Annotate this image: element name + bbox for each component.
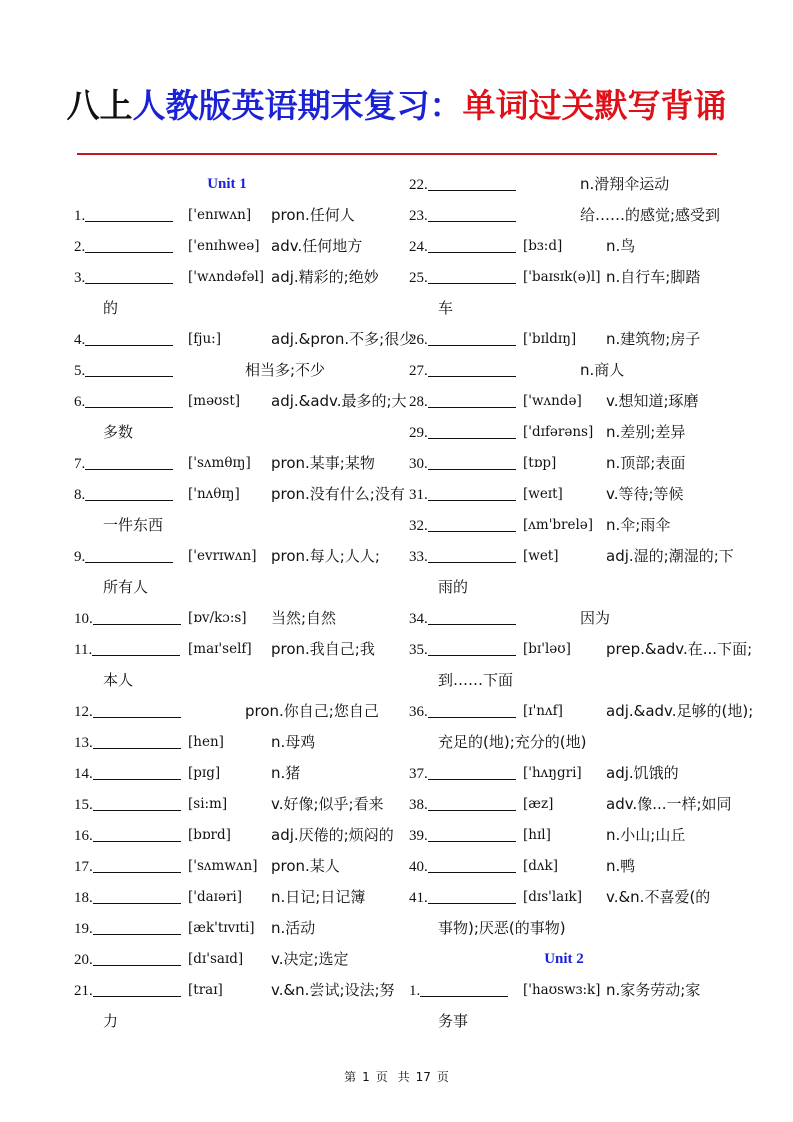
entry-meaning-continuation: 本人 — [103, 671, 134, 689]
word-entry — [74, 355, 380, 386]
word-entry — [74, 200, 380, 231]
entry-number: 34. — [409, 611, 428, 627]
entry-meaning-continuation: 一件东西 — [103, 516, 164, 534]
entry-phonetic: [maɪ'self] — [188, 641, 252, 657]
answer-blank[interactable] — [85, 269, 173, 284]
entry-meaning: v.&n.尝试;设法;努 — [271, 981, 395, 999]
entry-meaning: v.想知道;琢磨 — [606, 392, 699, 410]
entry-number: 24. — [409, 239, 428, 255]
entry-phonetic: [dʌk] — [523, 858, 558, 874]
entry-meaning: prep.&adv.在...下面; — [606, 640, 753, 658]
entry-number: 39. — [409, 828, 428, 844]
entry-phonetic: [məʊst] — [188, 393, 241, 409]
entry-meaning: v.好像;似乎;看来 — [271, 795, 384, 813]
entry-meaning-continuation: 事物);厌恶(的事物) — [438, 919, 566, 937]
entry-meaning-continuation: 雨的 — [438, 578, 469, 596]
entry-number: 1. — [409, 983, 421, 999]
entry-phonetic: [fju:] — [188, 331, 221, 347]
word-entry — [409, 324, 719, 355]
entry-meaning: n.滑翔伞运动 — [580, 175, 670, 193]
answer-blank[interactable] — [93, 765, 181, 780]
entry-meaning: n.顶部;表面 — [606, 454, 686, 472]
answer-blank[interactable] — [428, 827, 516, 842]
unit-heading: Unit 2 — [544, 951, 584, 967]
entry-meaning: v.&n.不喜爱(的 — [606, 888, 711, 906]
answer-blank[interactable] — [93, 951, 181, 966]
entry-number: 22. — [409, 177, 428, 193]
word-entry — [74, 758, 380, 789]
footer-total-label: 共 — [397, 1070, 410, 1084]
entry-meaning: adv.像...一样;如同 — [606, 795, 732, 813]
entry-phonetic: ['baɪsɪk(ə)l] — [523, 269, 601, 285]
entry-phonetic: ['enɪwʌn] — [188, 207, 252, 223]
answer-blank[interactable] — [428, 486, 516, 501]
title-part-topic: 单词过关默写背诵 — [462, 86, 727, 125]
answer-blank[interactable] — [93, 827, 181, 842]
entry-meaning-continuation: 的 — [103, 299, 119, 317]
entry-meaning: adj.厌倦的;烦闷的 — [271, 826, 394, 844]
entry-meaning-continuation: 车 — [438, 299, 454, 317]
word-entry — [409, 262, 719, 293]
entry-number: 25. — [409, 270, 428, 286]
entry-number: 2. — [74, 239, 86, 255]
word-entry — [409, 386, 719, 417]
entry-meaning: n.鸟 — [606, 237, 636, 255]
word-entry — [74, 603, 380, 634]
entry-phonetic: ['hʌŋgri] — [523, 765, 582, 781]
entry-phonetic: [ɪ'nʌf] — [523, 703, 563, 719]
word-entry — [409, 169, 719, 200]
entry-meaning-continuation: 多数 — [103, 423, 134, 441]
answer-blank[interactable] — [85, 207, 173, 222]
entry-meaning: n.家务劳动;家 — [606, 981, 701, 999]
answer-blank[interactable] — [428, 393, 516, 408]
answer-blank[interactable] — [93, 920, 181, 935]
entry-number: 12. — [74, 704, 93, 720]
word-entry — [74, 727, 380, 758]
entry-phonetic: ['dɪfərəns] — [523, 424, 594, 440]
entry-number: 6. — [74, 394, 86, 410]
entry-phonetic: ['bɪldɪŋ] — [523, 331, 577, 347]
entry-phonetic: [ɒv/kɔ:s] — [188, 610, 247, 626]
entry-number: 26. — [409, 332, 428, 348]
entry-meaning: 因为 — [580, 609, 611, 627]
answer-blank[interactable] — [420, 982, 508, 997]
answer-blank[interactable] — [85, 393, 173, 408]
entry-number: 10. — [74, 611, 93, 627]
answer-blank[interactable] — [428, 610, 516, 625]
answer-blank[interactable] — [85, 331, 173, 346]
entry-number: 13. — [74, 735, 93, 751]
entry-phonetic: [wet] — [523, 548, 559, 564]
entry-phonetic: [dɪs'laɪk] — [523, 889, 582, 905]
entry-number: 1. — [74, 208, 86, 224]
entry-number: 3. — [74, 270, 86, 286]
entry-number: 8. — [74, 487, 86, 503]
entry-meaning: pron.某人 — [271, 857, 340, 875]
entry-number: 27. — [409, 363, 428, 379]
entry-number: 7. — [74, 456, 86, 472]
word-entry — [409, 882, 719, 913]
footer-page-label: 第 — [344, 1070, 357, 1084]
entry-number: 21. — [74, 983, 93, 999]
entry-phonetic: ['evrɪwʌn] — [188, 548, 257, 564]
answer-blank[interactable] — [93, 858, 181, 873]
word-entry — [74, 882, 380, 913]
entry-meaning: n.活动 — [271, 919, 316, 937]
word-entry — [409, 820, 719, 851]
entry-phonetic: [weɪt] — [523, 486, 563, 502]
entry-meaning: adj.&pron.不多;很少 — [271, 330, 415, 348]
entry-phonetic: [traɪ] — [188, 982, 223, 998]
entry-number: 9. — [74, 549, 86, 565]
page-footer — [0, 1068, 793, 1085]
entry-meaning: n.自行车;脚踏 — [606, 268, 701, 286]
entry-meaning: pron.某事;某物 — [271, 454, 375, 472]
word-entry — [409, 448, 719, 479]
entry-number: 33. — [409, 549, 428, 565]
word-entry — [409, 231, 719, 262]
answer-blank[interactable] — [428, 362, 516, 377]
entry-phonetic: ['wʌndəfəl] — [188, 269, 265, 285]
word-entry — [74, 479, 405, 510]
word-entry — [409, 758, 719, 789]
entry-phonetic: ['nʌθɪŋ] — [188, 486, 240, 502]
entry-meaning: n.建筑物;房子 — [606, 330, 701, 348]
entry-number: 35. — [409, 642, 428, 658]
answer-blank[interactable] — [85, 455, 173, 470]
entry-phonetic: [hɪl] — [523, 827, 551, 843]
entry-meaning: adj.&adv.最多的;大 — [271, 392, 407, 410]
entry-meaning-continuation: 务事 — [438, 1012, 469, 1030]
entry-meaning: adj.&adv.足够的(地); — [606, 702, 754, 720]
entry-number: 38. — [409, 797, 428, 813]
entry-phonetic: [tɒp] — [523, 455, 557, 471]
answer-blank[interactable] — [428, 641, 516, 656]
footer-page-unit: 页 — [375, 1070, 388, 1084]
word-entry — [74, 324, 415, 355]
answer-blank[interactable] — [428, 207, 516, 222]
answer-blank[interactable] — [428, 548, 516, 563]
answer-blank[interactable] — [93, 796, 181, 811]
answer-blank[interactable] — [428, 455, 516, 470]
entry-phonetic: ['wʌndə] — [523, 393, 582, 409]
word-entry — [409, 417, 719, 448]
word-entry — [74, 975, 395, 1006]
answer-blank[interactable] — [428, 238, 516, 253]
answer-blank[interactable] — [428, 176, 516, 191]
answer-blank[interactable] — [85, 238, 173, 253]
entry-meaning: n.商人 — [580, 361, 625, 379]
title-divider — [77, 153, 717, 155]
answer-blank[interactable] — [428, 517, 516, 532]
unit-heading: Unit 1 — [207, 176, 247, 192]
word-entry — [409, 200, 719, 231]
entry-number: 32. — [409, 518, 428, 534]
entry-meaning: n.鸭 — [606, 857, 636, 875]
entry-meaning: v.决定;选定 — [271, 950, 349, 968]
entry-meaning: v.等待;等候 — [606, 485, 684, 503]
word-entry — [409, 479, 719, 510]
word-entry — [409, 355, 719, 386]
word-entry — [74, 231, 380, 262]
entry-meaning: 给……的感觉;感受到 — [580, 206, 721, 224]
word-entry — [74, 448, 380, 479]
entry-meaning: n.小山;山丘 — [606, 826, 686, 844]
entry-meaning: adj.精彩的;绝妙 — [271, 268, 379, 286]
entry-meaning: n.母鸡 — [271, 733, 316, 751]
entry-meaning: n.差别;差异 — [606, 423, 686, 441]
entry-phonetic: ['daɪəri] — [188, 889, 243, 905]
word-entry — [74, 789, 384, 820]
word-entry — [409, 851, 719, 882]
entry-meaning: n.猪 — [271, 764, 301, 782]
entry-number: 18. — [74, 890, 93, 906]
entry-number: 14. — [74, 766, 93, 782]
word-entry — [409, 634, 753, 665]
entry-meaning-continuation: 力 — [103, 1012, 119, 1030]
entry-phonetic: [pɪg] — [188, 765, 221, 781]
word-entry — [74, 944, 380, 975]
entry-phonetic: ['sʌmwʌn] — [188, 858, 258, 874]
entry-number: 31. — [409, 487, 428, 503]
answer-blank[interactable] — [428, 331, 516, 346]
answer-blank[interactable] — [85, 486, 173, 501]
word-entry — [409, 541, 734, 572]
entry-meaning: pron.任何人 — [271, 206, 355, 224]
page-title — [0, 84, 793, 128]
entry-number: 20. — [74, 952, 93, 968]
entry-number: 5. — [74, 363, 86, 379]
entry-number: 29. — [409, 425, 428, 441]
entry-phonetic: [æz] — [523, 796, 554, 812]
entry-number: 28. — [409, 394, 428, 410]
entry-number: 17. — [74, 859, 93, 875]
entry-number: 36. — [409, 704, 428, 720]
entry-phonetic: [si:m] — [188, 796, 228, 812]
word-entry — [74, 262, 380, 293]
word-entry — [74, 386, 407, 417]
answer-blank[interactable] — [428, 796, 516, 811]
footer-total-unit: 页 — [436, 1070, 449, 1084]
entry-meaning: n.日记;日记簿 — [271, 888, 366, 906]
entry-meaning: adv.任何地方 — [271, 237, 363, 255]
right-column — [409, 169, 754, 1037]
footer-total-number: 17 — [415, 1070, 431, 1084]
word-entry — [409, 789, 732, 820]
answer-blank[interactable] — [428, 858, 516, 873]
entry-number: 19. — [74, 921, 93, 937]
left-column — [74, 169, 415, 1037]
entry-phonetic: [hen] — [188, 734, 224, 750]
word-entry — [74, 913, 380, 944]
entry-phonetic: [bɪ'ləʊ] — [523, 641, 571, 657]
word-entry — [74, 541, 380, 572]
word-entry — [409, 696, 754, 727]
word-entry — [409, 510, 719, 541]
answer-blank[interactable] — [428, 269, 516, 284]
entry-number: 40. — [409, 859, 428, 875]
entry-meaning: pron.每人;人人; — [271, 547, 380, 565]
entry-phonetic: [æk'tɪvɪti] — [188, 920, 255, 936]
word-entry — [74, 820, 394, 851]
answer-blank[interactable] — [85, 548, 173, 563]
entry-meaning-continuation: 到……下面 — [438, 671, 514, 689]
entry-phonetic: [ʌm'brelə] — [523, 517, 594, 533]
entry-number: 15. — [74, 797, 93, 813]
entry-phonetic: ['enɪhweə] — [188, 238, 260, 254]
answer-blank[interactable] — [85, 362, 173, 377]
entry-meaning-continuation: 充足的(地);充分的(地) — [438, 733, 587, 751]
entry-phonetic: [bɒrd] — [188, 827, 231, 843]
answer-blank[interactable] — [428, 424, 516, 439]
footer-page-number: 1 — [362, 1070, 370, 1084]
entry-meaning: pron.我自己;我 — [271, 640, 375, 658]
entry-number: 41. — [409, 890, 428, 906]
entry-meaning: pron.你自己;您自己 — [245, 702, 379, 720]
entry-number: 30. — [409, 456, 428, 472]
word-entry — [74, 851, 380, 882]
answer-blank[interactable] — [428, 889, 516, 904]
entry-number: 4. — [74, 332, 86, 348]
answer-blank[interactable] — [428, 765, 516, 780]
entry-meaning: adj.湿的;潮湿的;下 — [606, 547, 734, 565]
word-entry — [74, 634, 380, 665]
title-part-grade: 八上 — [66, 86, 133, 125]
entry-meaning-continuation: 所有人 — [103, 578, 149, 596]
answer-blank[interactable] — [93, 889, 181, 904]
answer-blank[interactable] — [93, 734, 181, 749]
entry-phonetic: [bɜ:d] — [523, 238, 563, 254]
word-entry — [74, 696, 380, 727]
entry-number: 11. — [74, 642, 93, 658]
entry-meaning: adj.饥饿的 — [606, 764, 679, 782]
entry-meaning: 相当多;不少 — [245, 361, 326, 379]
entry-meaning: 当然;自然 — [271, 609, 337, 627]
answer-blank[interactable] — [92, 641, 180, 656]
title-part-edition: 人教版英语期末复习： — [132, 86, 463, 125]
entry-number: 37. — [409, 766, 428, 782]
entry-phonetic: [dɪ'saɪd] — [188, 951, 244, 967]
entry-number: 16. — [74, 828, 93, 844]
answer-blank[interactable] — [428, 703, 516, 718]
entry-meaning: pron.没有什么;没有 — [271, 485, 405, 503]
entry-meaning: n.伞;雨伞 — [606, 516, 671, 534]
entry-phonetic: ['sʌmθɪŋ] — [188, 455, 251, 471]
entry-number: 23. — [409, 208, 428, 224]
answer-blank[interactable] — [93, 610, 181, 625]
answer-blank[interactable] — [93, 982, 181, 997]
answer-blank[interactable] — [93, 703, 181, 718]
entry-phonetic: ['haʊswɜ:k] — [523, 982, 601, 998]
word-entry — [409, 603, 719, 634]
word-entry — [409, 975, 719, 1006]
